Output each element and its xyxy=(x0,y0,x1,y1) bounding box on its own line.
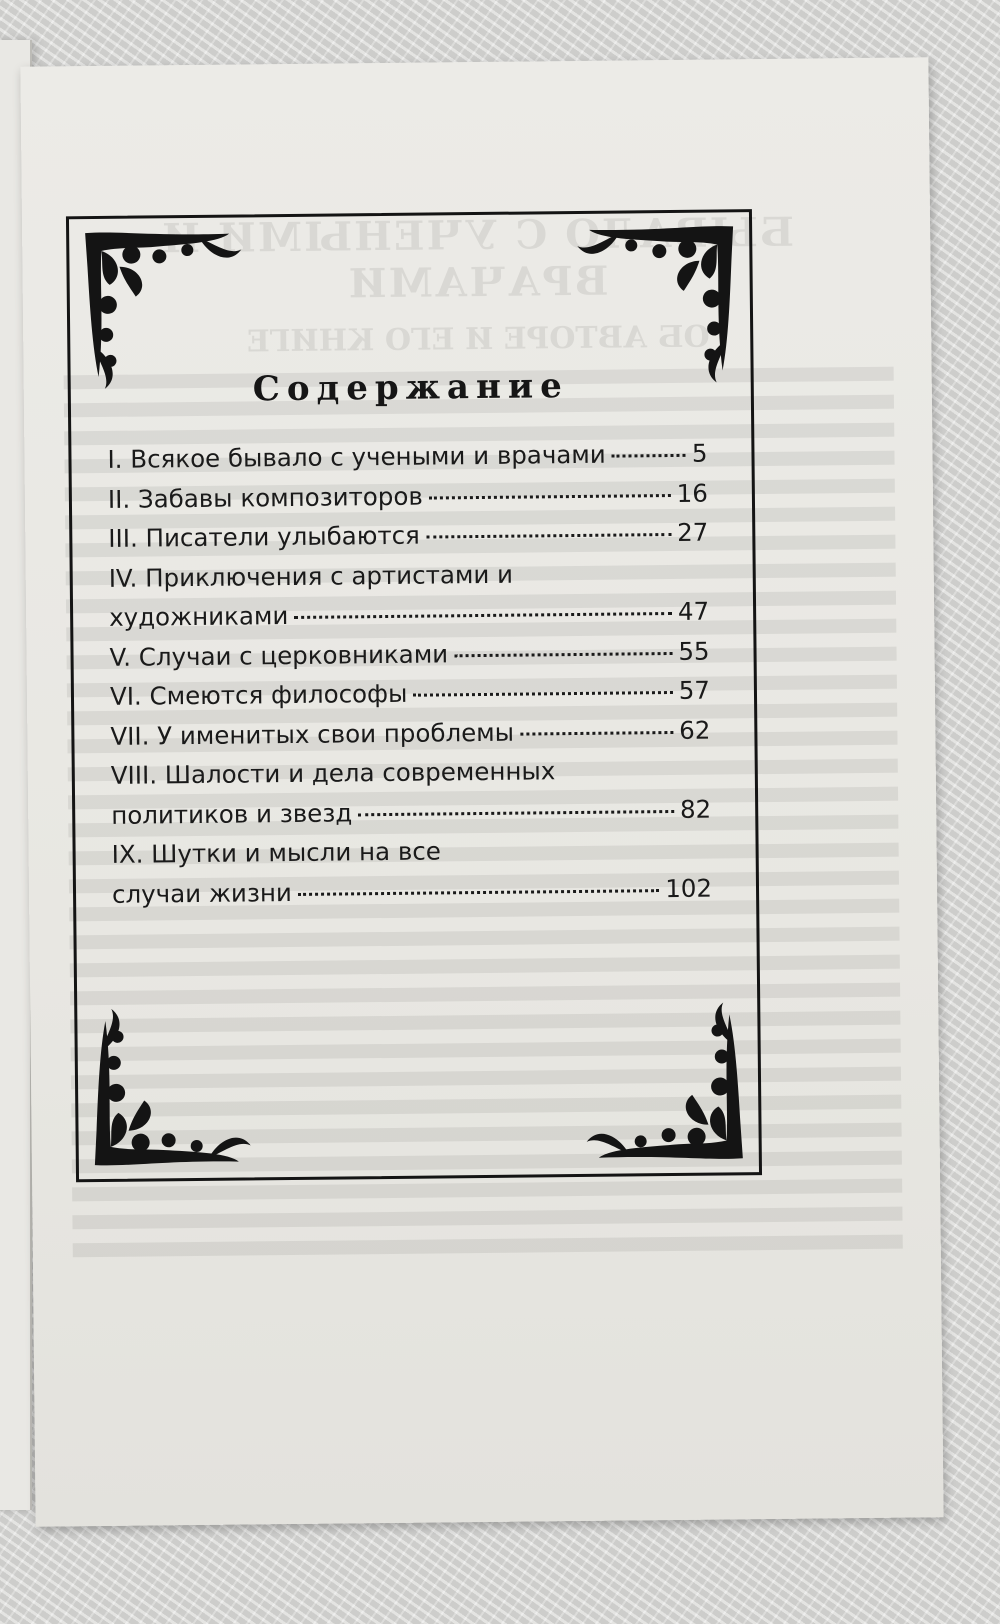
toc-entry-8[interactable] xyxy=(111,755,711,801)
toc-entry-label: IX. Шутки и мысли на все xyxy=(111,836,442,869)
toc-page-number: 5 xyxy=(691,438,708,468)
toc-page-number: 82 xyxy=(679,794,712,824)
toc-entry-1[interactable] xyxy=(107,439,707,485)
toc-entry-label-continued: художниками xyxy=(108,601,289,632)
dot-leader xyxy=(429,494,671,500)
dot-leader xyxy=(358,809,674,815)
toc-entry-label: VI. Смеются философы xyxy=(109,678,408,711)
toc-entry-4-continued[interactable] xyxy=(109,597,709,643)
dot-leader xyxy=(294,612,672,619)
toc-entry-label: IV. Приключения с артистами и xyxy=(108,559,514,593)
ghost-subheading: ОБ АВТОРЕ И ЕГО КНИГЕ xyxy=(246,319,710,360)
corner-ornament-bottom-right xyxy=(577,994,749,1166)
contents-frame xyxy=(66,209,762,1182)
ghost-heading: БЫВАЛО С УЧЕНЫМИ И ВРАЧАМИ xyxy=(160,208,795,308)
toc-entry-label: III. Писатели улыбаются xyxy=(108,520,420,553)
toc-entry-7[interactable] xyxy=(110,715,710,761)
toc-page-number: 102 xyxy=(665,873,713,903)
table-of-contents xyxy=(107,439,712,919)
toc-entry-label-continued: случаи жизни xyxy=(111,877,292,909)
dot-leader xyxy=(520,730,673,735)
toc-entry-3[interactable] xyxy=(108,518,708,564)
dot-leader xyxy=(612,454,686,458)
toc-page-number: 47 xyxy=(677,596,710,626)
toc-page-number: 57 xyxy=(678,675,711,705)
toc-page-number: 16 xyxy=(676,478,709,508)
book-page xyxy=(20,57,943,1526)
toc-entry-6[interactable] xyxy=(110,676,710,722)
toc-entry-5[interactable] xyxy=(109,636,709,682)
toc-entry-8-continued[interactable] xyxy=(111,794,711,840)
corner-ornament-bottom-left xyxy=(87,999,259,1171)
toc-entry-label: V. Случаи с церковниками xyxy=(109,638,449,672)
dot-leader xyxy=(298,889,659,896)
toc-entry-2[interactable] xyxy=(108,478,708,524)
dot-leader xyxy=(413,691,672,697)
toc-entry-9-continued[interactable] xyxy=(112,873,712,919)
dot-leader xyxy=(454,651,672,656)
toc-entry-label: VII. У именитых свои проблемы xyxy=(110,717,515,751)
toc-page-number: 62 xyxy=(679,715,711,745)
toc-entry-label: I. Всякое бывало с учеными и врачами xyxy=(107,439,606,474)
toc-entry-label: VIII. Шалости и дела современных xyxy=(110,756,556,790)
toc-entry-label: II. Забавы композиторов xyxy=(107,481,423,514)
toc-page-number: 55 xyxy=(678,636,710,666)
toc-page-number: 27 xyxy=(676,517,709,547)
toc-entry-label-continued: политиков и звезд xyxy=(111,797,353,830)
contents-title: Содержание xyxy=(252,366,569,410)
toc-entry-9[interactable] xyxy=(111,834,711,880)
dot-leader xyxy=(426,533,671,539)
toc-entry-4[interactable] xyxy=(109,557,709,603)
